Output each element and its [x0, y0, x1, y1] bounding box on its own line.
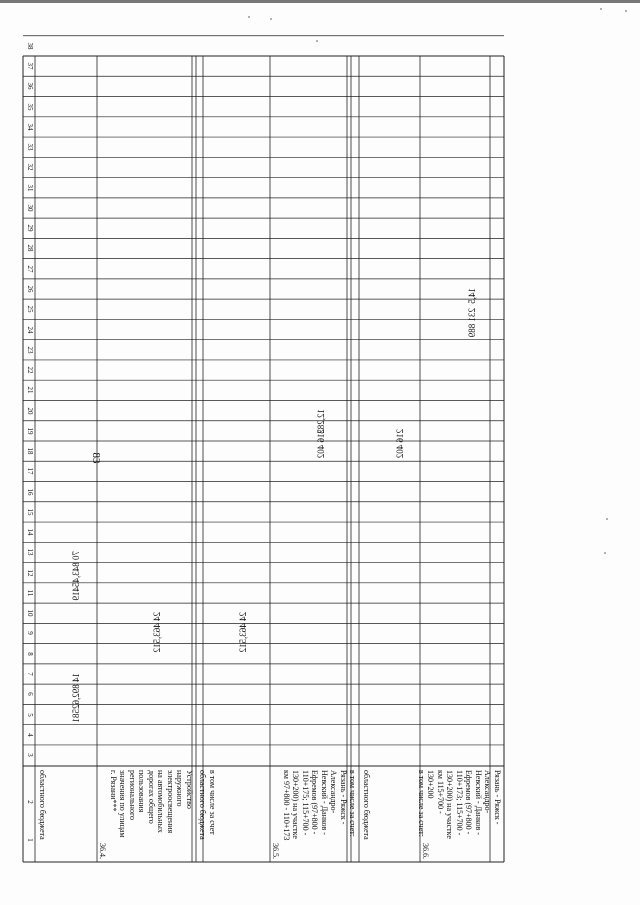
column-number: 24: [25, 326, 34, 334]
column-number: 11: [25, 589, 34, 597]
cell-value: 14,5: [467, 287, 477, 304]
cell-value: 216 402: [394, 429, 405, 459]
column-number: 35: [25, 103, 34, 111]
column-number: 10: [25, 609, 34, 617]
column-number: 32: [25, 163, 34, 171]
column-number: 30: [25, 204, 34, 212]
page-number: 83: [90, 452, 102, 464]
column-number: 27: [25, 265, 34, 273]
column-number: 3: [25, 753, 34, 757]
column-number: 22: [25, 366, 34, 374]
column-number: 19: [25, 427, 34, 435]
column-number: 7: [25, 672, 34, 676]
column-number: 15: [25, 508, 34, 516]
column-number: 26: [25, 285, 34, 293]
column-number: 21: [25, 386, 34, 394]
column-number: 29: [25, 224, 34, 232]
column-number: 36: [25, 82, 34, 90]
row-name: Рязань - Ряжск - Александро- Невский - Данков - Ефремов (97+800 - 110+173; 115+700 - 130+200) на участке км 115+700 - 130+200 в том числе за счет:: [417, 770, 502, 839]
column-number: 25: [25, 305, 34, 313]
row-name: в том числе за счет:: [348, 770, 357, 837]
column-number: 18: [25, 447, 34, 455]
cell-value: 231 889: [467, 307, 477, 338]
column-number: 37: [25, 62, 34, 70]
cell-value: 24 463,512: [238, 611, 248, 653]
row-name: областного бюджета: [361, 770, 371, 840]
column-number: 33: [25, 143, 34, 151]
column-number: 2: [25, 800, 34, 804]
column-number: 8: [25, 652, 34, 656]
row-name: Рязань - Ряжск - Александро- Невский - Данков - Ефремов (97+800 - 110+175; 115+700 - 130+200) на участке км 97+800 - 110+173: [281, 770, 348, 841]
row-number: 36.5.: [271, 843, 280, 859]
cell-value: 216 402: [315, 429, 326, 459]
row-number: 36.6.: [421, 843, 430, 859]
column-number: 12: [25, 569, 34, 577]
row-name: в том числе за счет областного бюджета: [198, 770, 217, 840]
column-number: 34: [25, 123, 34, 131]
column-number: 14: [25, 528, 34, 536]
cell-value: 24 463,512: [151, 611, 162, 653]
row-number: 36.4.: [98, 843, 107, 859]
column-number: 4: [25, 733, 34, 737]
column-number: 16: [25, 488, 34, 496]
column-number: 38: [25, 42, 34, 50]
column-number: 17: [25, 467, 34, 475]
column-number: 20: [25, 407, 34, 415]
column-number: 31: [25, 184, 34, 192]
column-number: 5: [25, 712, 34, 717]
row-name: Устройство наружного электроосвещения на автомобильных дорогах общего пользования регионального значения по улицам г. Рязани***: [108, 770, 194, 838]
cell-value: 12,285: [315, 409, 326, 434]
column-number: 9: [25, 631, 34, 636]
column-number: 13: [25, 548, 34, 556]
cell-value: 70 843,45419: [71, 550, 81, 601]
column-number: 28: [25, 244, 34, 252]
cell-value: 14 892,62581: [71, 672, 81, 723]
column-number: 1: [25, 838, 34, 842]
row-name: областного бюджета: [37, 770, 47, 840]
column-number: 6: [25, 692, 34, 697]
column-number: 23: [25, 346, 34, 354]
